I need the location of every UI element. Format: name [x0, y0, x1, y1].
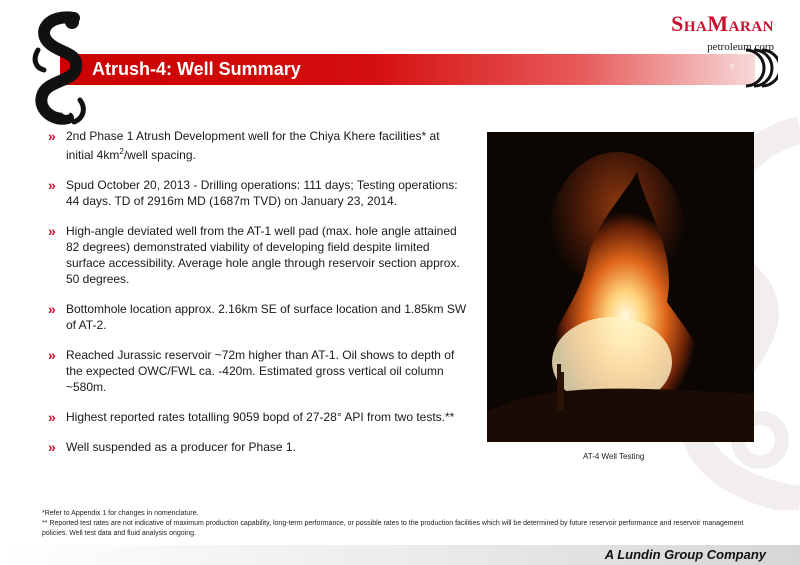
footnote-1: *Refer to Appendix 1 for changes in nomenclature. [42, 510, 199, 517]
bullet-chevron-icon: » [48, 128, 56, 144]
brand-name: SHAMARAN [671, 11, 774, 36]
flare-image [487, 132, 754, 442]
page-number: 5 [730, 64, 734, 71]
bullet-chevron-icon: » [48, 409, 56, 425]
list-item: » Reached Jurassic reservoir ~72m higher than AT-1. Oil shows to depth of the expected OWC/FWL ca. -420m. Estimated gross vertical oil column ~580m. [48, 347, 455, 394]
list-item: » Highest reported rates totalling 9059 bopd of 27-28° API from two tests.** [48, 409, 455, 425]
list-item: » Well suspended as a producer for Phase 1. [48, 439, 296, 455]
list-item: » Bottomhole location approx. 2.16km SE of surface location and 1.85km SW of AT-2. [48, 301, 467, 332]
shamaran-logo-icon [28, 10, 92, 128]
bullet-chevron-icon: » [48, 177, 56, 193]
list-item: » High-angle deviated well from the AT-1 well pad (max. hole angle attained 82 degrees) demonstrated viability of developing field despite limited surface accessibility. Average hole angle through reservoir section approx. 50 degrees. [48, 223, 460, 286]
brand-subtitle: petroleum corp [707, 41, 774, 53]
bullet-chevron-icon: » [48, 223, 56, 239]
list-item: » 2nd Phase 1 Atrush Development well for the Chiya Khere facilities* at initial $4km^2$/well spacing. [48, 128, 440, 162]
photo-caption: AT-4 Well Testing [583, 452, 645, 461]
footnotes [42, 509, 762, 539]
bullet-chevron-icon: » [48, 439, 56, 455]
well-testing-photo [487, 132, 754, 442]
summary-bullet-list [48, 128, 468, 469]
list-item: » Spud October 20, 2013 - Drilling operations: 111 days; Testing operations: 44 days. TD of 2916m MD (1687m TVD) on January 23, 2014. [48, 177, 458, 208]
page-title: Atrush-4: Well Summary [92, 59, 301, 79]
bullet-chevron-icon: » [48, 301, 56, 317]
footnote-2: ** Reported test rates are not indicative of maximum production capability, long-term performance, or possible rates to the production facilities which will be determined by future reservoir performance and reservoir management policies. Well test data and fluid analysis ongoing. [42, 520, 744, 537]
bullet-chevron-icon: » [48, 347, 56, 363]
footer-company: A Lundin Group Company [604, 547, 766, 562]
brand-logo [671, 12, 774, 54]
